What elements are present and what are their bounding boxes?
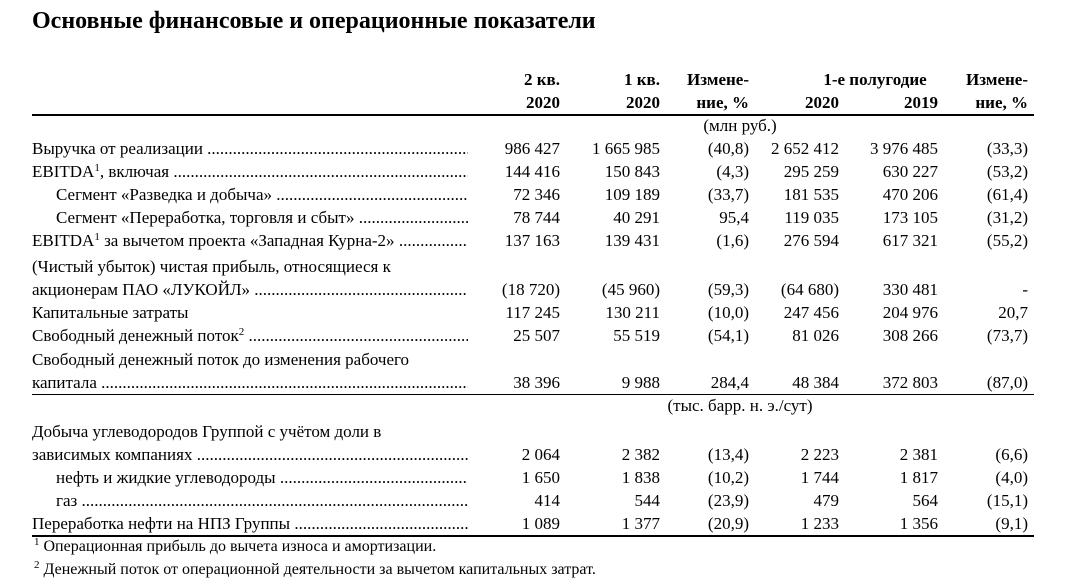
cell: (4,3) — [716, 162, 749, 181]
table-row — [0, 206, 1079, 229]
cell: 173 105 — [882, 208, 938, 227]
cell: 630 227 — [882, 162, 938, 181]
row-label: акционерам ПАО «ЛУКОЙЛ» ..... — [32, 278, 468, 301]
cell: (23,9) — [707, 491, 749, 510]
cell: 9 988 — [621, 373, 660, 392]
cell: (15,1) — [986, 491, 1028, 510]
cell: 295 259 — [783, 162, 839, 181]
cell: 372 803 — [882, 373, 938, 392]
cell: 276 594 — [783, 231, 839, 250]
cell: 1 817 — [899, 468, 938, 487]
cell: - — [1022, 280, 1028, 299]
table-row — [0, 183, 1079, 206]
cell: (9,1) — [995, 514, 1028, 533]
cell: 20,7 — [998, 303, 1028, 322]
cell: (18 720) — [501, 280, 560, 299]
row-label-line1: Свободный денежный поток до изменения рабочего — [32, 350, 410, 369]
cell: 544 — [634, 491, 660, 510]
cell: 1 838 — [621, 468, 660, 487]
cell: 48 384 — [792, 373, 839, 392]
cell: 119 035 — [784, 208, 839, 227]
cell: 95,4 — [719, 208, 749, 227]
cell: (31,2) — [986, 208, 1028, 227]
row-label: капитала ..... — [32, 371, 468, 394]
header-rule — [32, 114, 1034, 116]
row-label-line1: (Чистый убыток) чистая прибыль, относящиеся к — [32, 257, 391, 276]
header-col-q2-2020: 2 кв. 2020 — [524, 70, 560, 112]
cell: 38 396 — [513, 373, 560, 392]
cell: 1 377 — [621, 514, 660, 533]
units-operational: (тыс. барр. н. э./сут) — [667, 396, 813, 415]
header-half-year: 1-е полугодие — [823, 70, 927, 89]
cell: 130 211 — [605, 303, 660, 322]
table-row — [0, 443, 1079, 466]
header-col-change-quarter: Измене- ние, % — [687, 70, 749, 112]
cell: 3 976 485 — [870, 139, 938, 158]
cell: 247 456 — [783, 303, 839, 322]
page-title: Основные финансовые и операционные показатели — [32, 8, 596, 34]
cell: 479 — [813, 491, 839, 510]
cell: (45 960) — [601, 280, 660, 299]
cell: 284,4 — [710, 373, 749, 392]
cell: 144 416 — [504, 162, 560, 181]
cell: 2 652 412 — [771, 139, 839, 158]
cell: 204 976 — [882, 303, 938, 322]
cell: 2 381 — [899, 445, 938, 464]
footnote-mark: 1 — [94, 162, 100, 174]
row-label: EBITDA$^1$, включая ..... — [32, 160, 468, 183]
header-col-h1-2020: 2020 — [805, 93, 839, 112]
cell: 2 064 — [521, 445, 560, 464]
table-row — [0, 324, 1079, 347]
cell: (13,4) — [707, 445, 749, 464]
cell: 617 321 — [882, 231, 938, 250]
cell: (40,8) — [707, 139, 749, 158]
cell: 1 744 — [800, 468, 839, 487]
cell: (61,4) — [986, 185, 1028, 204]
cell: 470 206 — [882, 185, 938, 204]
row-label-line1: Добыча углеводородов Группой с учётом доли в — [32, 422, 382, 441]
cell: 1 233 — [800, 514, 839, 533]
table-row — [0, 512, 1079, 535]
cell: 986 427 — [504, 139, 560, 158]
table-row — [0, 137, 1079, 160]
footnote-mark: 1 — [94, 231, 100, 243]
cell: (10,2) — [707, 468, 749, 487]
footnote-text: Денежный поток от операционной деятельности за вычетом капитальных затрат. — [43, 561, 596, 578]
cell: (4,0) — [995, 468, 1028, 487]
cell: 137 163 — [504, 231, 560, 250]
header-col-h1-2019: 2019 — [904, 93, 938, 112]
row-label: EBITDA$^1$ за вычетом проекта «Западная Курна-2» ..... — [32, 229, 468, 252]
cell: 564 — [912, 491, 938, 510]
units-financial: (млн руб.) — [703, 116, 777, 135]
cell: 55 519 — [613, 326, 660, 345]
footnote-mark: 1 — [34, 536, 40, 548]
row-label: Сегмент «Переработка, торговля и сбыт» ..... — [56, 206, 468, 229]
header-col-q1-2020: 1 кв. 2020 — [624, 70, 660, 112]
cell: (73,7) — [986, 326, 1028, 345]
cell: 139 431 — [604, 231, 660, 250]
row-label: нефть и жидкие углеводороды ..... — [56, 466, 468, 489]
cell: 78 744 — [513, 208, 560, 227]
row-label: Капитальные затраты — [32, 303, 189, 322]
cell: 2 223 — [800, 445, 839, 464]
cell: (54,1) — [707, 326, 749, 345]
cell: 1 650 — [521, 468, 560, 487]
table-row — [0, 301, 1079, 324]
row-label: газ ..... — [56, 489, 468, 512]
cell: 40 291 — [613, 208, 660, 227]
cell: (20,9) — [707, 514, 749, 533]
table-row — [0, 371, 1079, 394]
cell: 330 481 — [882, 280, 938, 299]
row-label: Свободный денежный поток$^2$ ..... — [32, 324, 468, 347]
row-label: Сегмент «Разведка и добыча» ..... — [56, 183, 468, 206]
table-row — [0, 229, 1079, 252]
cell: 72 346 — [513, 185, 560, 204]
row-label: Выручка от реализации ..... — [32, 137, 468, 160]
cell: 81 026 — [792, 326, 839, 345]
cell: (33,3) — [986, 139, 1028, 158]
cell: (59,3) — [707, 280, 749, 299]
cell: 308 266 — [882, 326, 938, 345]
footnote-2 — [34, 561, 596, 579]
cell: (1,6) — [716, 231, 749, 250]
table-bottom-rule — [32, 535, 1034, 537]
cell: (6,6) — [995, 445, 1028, 464]
cell: 1 356 — [899, 514, 938, 533]
cell: (10,0) — [707, 303, 749, 322]
section-rule — [32, 394, 1034, 395]
footnote-text: Операционная прибыль до вычета износа и амортизации. — [43, 538, 437, 555]
cell: (33,7) — [707, 185, 749, 204]
table-row — [0, 278, 1079, 301]
row-label: Переработка нефти на НПЗ Группы ..... — [32, 512, 468, 535]
cell: 117 245 — [505, 303, 560, 322]
footnote-mark: 2 — [34, 559, 40, 571]
cell: (64 680) — [780, 280, 839, 299]
cell: 414 — [534, 491, 560, 510]
cell: 109 189 — [604, 185, 660, 204]
cell: 181 535 — [783, 185, 839, 204]
footnote-1 — [34, 538, 436, 556]
cell: (53,2) — [986, 162, 1028, 181]
cell: 2 382 — [621, 445, 660, 464]
cell: 25 507 — [513, 326, 560, 345]
cell: 1 089 — [521, 514, 560, 533]
row-label: зависимых компаниях ..... — [32, 443, 468, 466]
cell: (87,0) — [986, 373, 1028, 392]
cell: 1 665 985 — [592, 139, 660, 158]
table-row — [0, 489, 1079, 512]
table-row — [0, 466, 1079, 489]
cell: (55,2) — [986, 231, 1028, 250]
footnote-mark: 2 — [238, 326, 245, 338]
table-row — [0, 160, 1079, 183]
header-col-change-half-year: Измене- ние, % — [966, 70, 1028, 112]
cell: 150 843 — [604, 162, 660, 181]
